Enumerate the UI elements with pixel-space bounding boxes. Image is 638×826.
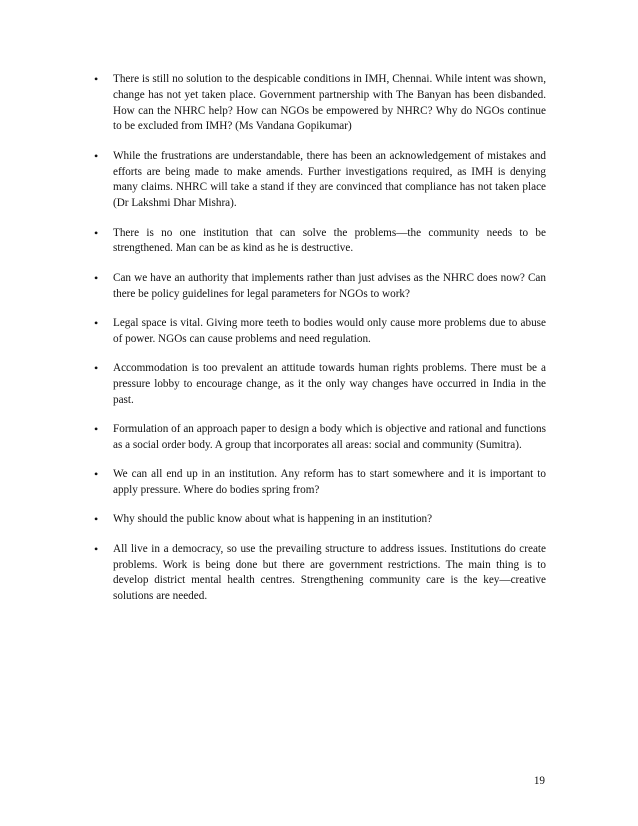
bullet-text: All live in a democracy, so use the prevailing structure to address issues. Institutions do create problems. Work is being done but there are government restrictions. The main thing is to develop district mental health centres. Strengthening community care is the key—creative solutions are needed. (113, 542, 546, 603)
list-item (94, 361, 546, 408)
list-item (94, 422, 546, 454)
bullet-text: Why should the public know about what is happening in an institution? (113, 513, 433, 526)
bullet-icon: • (94, 467, 99, 482)
bullet-icon: • (94, 541, 99, 556)
bullet-text: We can all end up in an institution. Any reform has to start somewhere and it is important to apply pressure. Where do bodies spring from? (113, 468, 546, 497)
bullet-text: Can we have an authority that implements rather than just advises as the NHRC does now? Can there be policy guidelines for legal parameters for NGOs to work? (113, 271, 546, 300)
bullet-icon: • (94, 148, 99, 163)
list-item (94, 149, 546, 212)
list-item (94, 72, 546, 135)
bullet-text: There is no one institution that can solve the problems—the community needs to be strengthened. Man can be as kind as he is destructive. (113, 226, 546, 255)
list-item (94, 542, 546, 605)
bullet-text: Accommodation is too prevalent an attitude towards human rights problems. There must be a pressure lobby to encourage change, as it the only way changes have occurred in India in the past. (113, 362, 546, 406)
bullet-icon: • (94, 72, 99, 86)
page-number: 19 (533, 775, 545, 787)
bullet-text: While the frustrations are understandable, there has been an acknowledgement of mistakes and efforts are being made to make amends. Further investigations required, as IMH is denying many claims. NHRC will take a stand if they are convinced that compliance has not taken place (Dr Lakshmi Dhar Mishra). (113, 149, 546, 210)
list-item (94, 226, 546, 258)
bullet-icon: • (94, 422, 99, 437)
bullet-icon: • (94, 270, 99, 285)
bullet-text: Formulation of an approach paper to design a body which is objective and rational and functions as a social order body. A group that incorporates all areas: social and community (Sumitra). (113, 423, 546, 451)
bullet-icon: • (94, 315, 99, 330)
list-item (94, 467, 546, 499)
bullet-text: There is still no solution to the despicable conditions in IMH, Chennai. While intent was shown, change has not yet taken place. Government partnership with The Banyan has been disbanded. How can the NHRC help? How can NGOs be empowered by NHRC? Why do NGOs continue to be excluded from IMH? (Ms Vandana Gopikumar) (113, 73, 546, 133)
list-item (94, 271, 546, 303)
list-item (94, 512, 546, 528)
bullet-icon: • (94, 225, 99, 240)
list-item (94, 316, 546, 348)
bullet-text: Legal space is vital. Giving more teeth to bodies would only cause more problems due to abuse of power. NGOs can cause problems and need regulation. (113, 316, 546, 345)
bullet-icon: • (94, 361, 99, 376)
bullet-icon: • (94, 512, 99, 527)
bullet-list (94, 72, 546, 619)
